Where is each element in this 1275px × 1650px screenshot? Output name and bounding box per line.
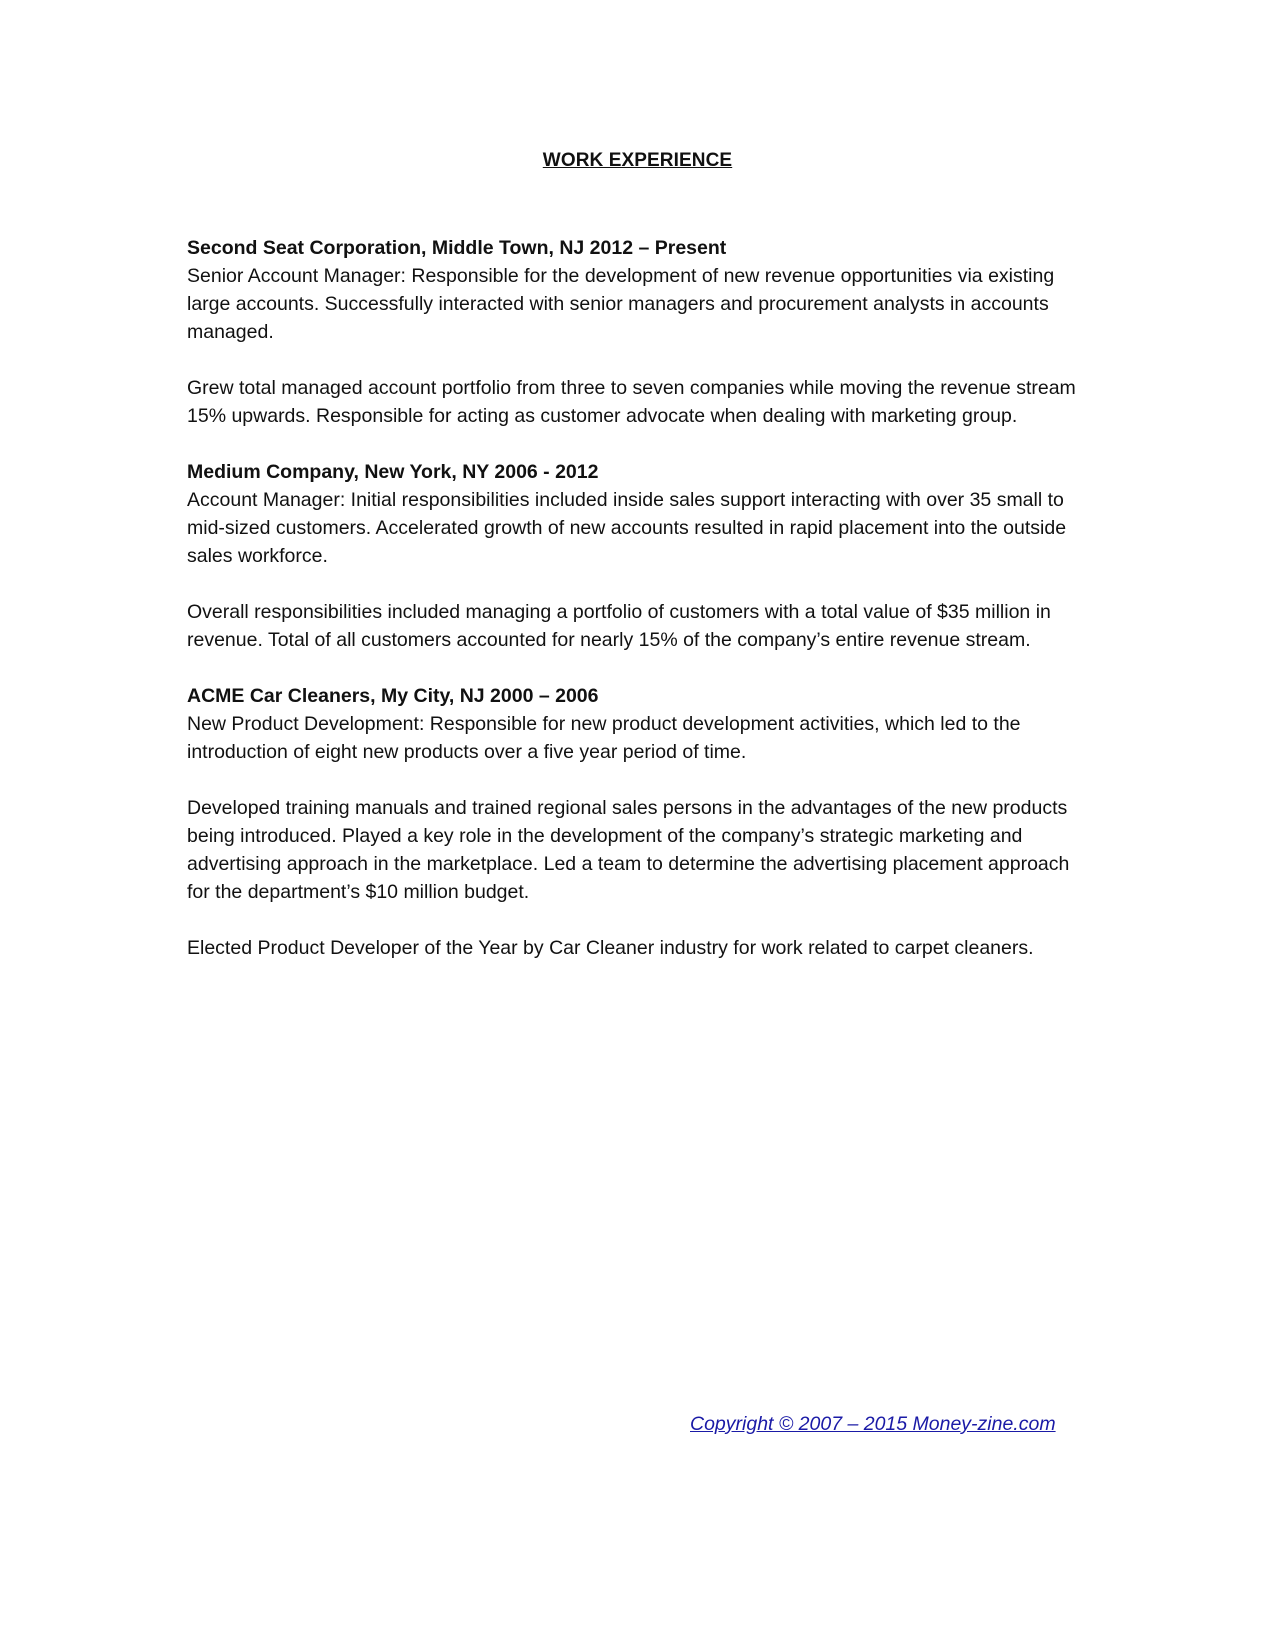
job-entry-medium-company xyxy=(187,458,1087,654)
work-experience-content xyxy=(187,234,1087,962)
job-paragraph: Grew total managed account portfolio from three to seven companies while moving the revenue stream 15% upwards. Responsible for acting as customer advocate when dealing with marketing group. xyxy=(187,377,1076,427)
job-entry-second-seat xyxy=(187,234,1087,430)
job-heading: ACME Car Cleaners, My City, NJ 2000 – 2006 xyxy=(187,685,599,707)
job-paragraph: New Product Development: Responsible for new product development activities, which led to the introduction of eight new products over a five year period of time. xyxy=(187,713,1021,763)
job-entry-acme xyxy=(187,682,1087,962)
section-title: WORK EXPERIENCE xyxy=(542,150,733,171)
paragraph-spacer xyxy=(187,570,1087,598)
job-paragraph: Account Manager: Initial responsibilities included inside sales support interacting with over 35 small to mid-sized customers. Accelerated growth of new accounts resulted in rapid placement into the outside sales workforce. xyxy=(187,489,1067,567)
job-heading: Second Seat Corporation, Middle Town, NJ 2012 – Present xyxy=(187,237,727,259)
paragraph-spacer xyxy=(187,906,1087,934)
job-heading: Medium Company, New York, NY 2006 - 2012 xyxy=(187,461,599,483)
job-paragraph: Senior Account Manager: Responsible for the development of new revenue opportunities via existing large accounts. Successfully interacted with senior managers and procurement analysts in accounts managed. xyxy=(187,265,1055,343)
job-spacer xyxy=(187,430,1087,458)
job-spacer xyxy=(187,654,1087,682)
job-paragraph: Developed training manuals and trained regional sales persons in the advantages of the new products being introduced. Played a key role in the development of the company’s strategic marketing and advertising approach in the marketplace. Led a team to determine the advertising placement approach for the department’s $10 million budget. xyxy=(187,797,1070,903)
job-paragraph: Elected Product Developer of the Year by Car Cleaner industry for work related to carpet cleaners. xyxy=(187,937,1034,959)
paragraph-spacer xyxy=(187,766,1087,794)
job-paragraph: Overall responsibilities included managing a portfolio of customers with a total value of $35 million in revenue. Total of all customers accounted for nearly 15% of the company’s entire revenue stream. xyxy=(187,601,1051,651)
paragraph-spacer xyxy=(187,346,1087,374)
copyright-link[interactable]: Copyright © 2007 – 2015 Money-zine.com xyxy=(690,1413,1056,1435)
